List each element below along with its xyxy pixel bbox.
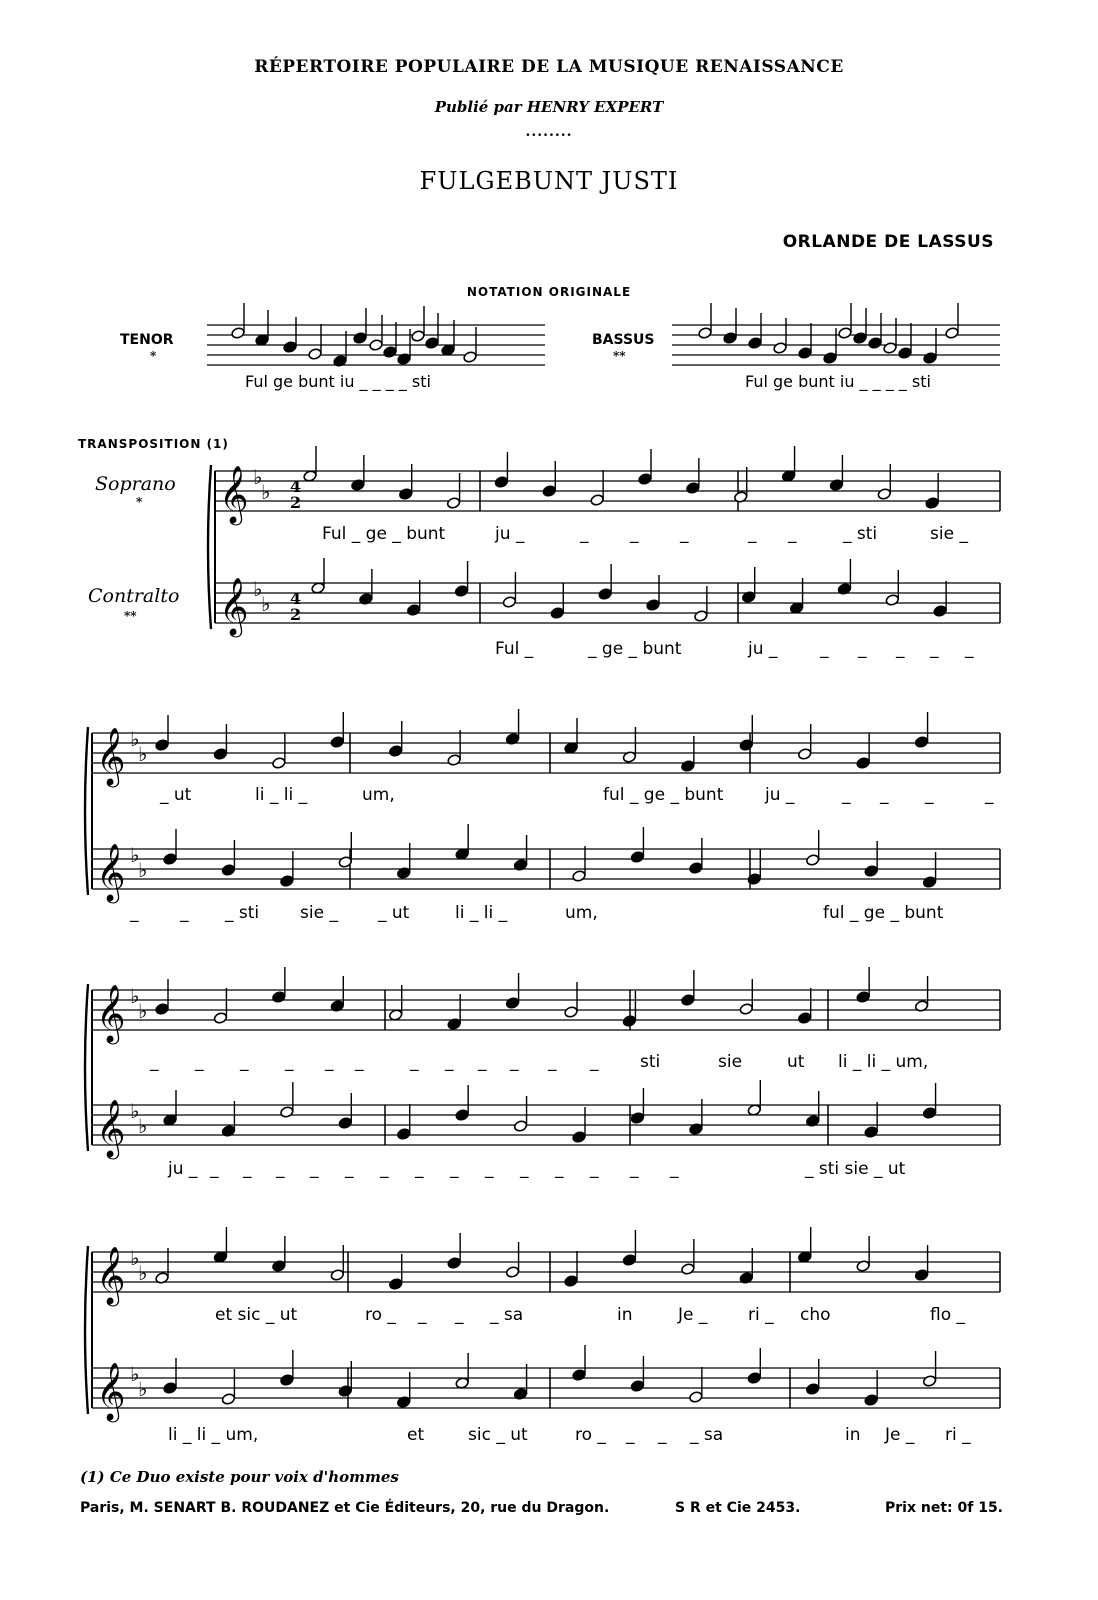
- soprano-note: [856, 757, 870, 770]
- sys4-contralto-lyric-2: et: [407, 1425, 425, 1445]
- flat-icon: ♭: [130, 843, 140, 867]
- footer-publisher: Paris, M. SENART B. ROUDANEZ et Cie Éditeurs, 20, rue du Dragon.: [80, 1500, 610, 1516]
- flat-icon: ♭: [261, 592, 271, 616]
- transposition-heading: TRANSPOSITION (1): [78, 437, 229, 451]
- bassus-mark: **: [613, 349, 626, 363]
- soprano-note: [681, 994, 695, 1007]
- contralto-note: [689, 862, 703, 875]
- bassus-original-note: [868, 337, 882, 350]
- sys4-contralto-lyric-7: _ sa: [690, 1425, 724, 1445]
- soprano-note: [389, 745, 403, 758]
- contralto-note: [221, 864, 235, 877]
- sys3-soprano-lyric-10: _: [510, 1052, 519, 1072]
- treble-clef-icon: 𝄞: [219, 465, 249, 523]
- treble-clef-icon: 𝄞: [96, 843, 126, 901]
- sys4-soprano-lyric-10: flo _: [930, 1305, 966, 1325]
- sys1-contralto-lyric-6: _: [896, 639, 905, 659]
- sys3-soprano-lyric-4: _: [285, 1052, 294, 1072]
- sys2-soprano-lyric-2: li _ li _: [255, 785, 308, 805]
- sys2-soprano-lyric-1: _ ut: [160, 785, 192, 805]
- soprano-note: [856, 991, 870, 1004]
- soprano-note: [213, 1012, 227, 1025]
- sys4-contralto-lyric-1: li _ li _ um,: [168, 1425, 259, 1445]
- tenor-original-note: [369, 339, 383, 352]
- sys1-contralto-lyric-4: _: [820, 639, 829, 659]
- soprano-note: [877, 488, 891, 501]
- soprano-note: [622, 1015, 636, 1028]
- sys1-contralto-lyric-2: _ ge _ bunt: [588, 639, 682, 659]
- contralto-note: [922, 1107, 936, 1120]
- contralto-note: [572, 1131, 586, 1144]
- sys2-soprano-lyric-9: _: [985, 785, 994, 805]
- sys4-soprano-lyric-9: cho: [800, 1305, 831, 1325]
- contralto-label: Contralto: [88, 585, 180, 607]
- soprano-note: [505, 997, 519, 1010]
- sys4-contralto-lyric-10: ri _: [945, 1425, 971, 1445]
- tenor-original-note: [411, 330, 425, 343]
- soprano-note: [739, 1003, 753, 1016]
- soprano-note: [330, 736, 344, 749]
- bassus-original-note: [748, 337, 762, 350]
- soprano-note: [622, 1254, 636, 1267]
- sys3-contralto-lyric-13: _: [590, 1159, 599, 1179]
- sys1-soprano-lyric-2: ju _: [495, 524, 525, 544]
- sys3-contralto-lyric-4: _: [276, 1159, 285, 1179]
- sys3-contralto-lyric-3: _: [243, 1159, 252, 1179]
- sys1-contralto-lyric-8: _: [965, 639, 974, 659]
- soprano-note: [399, 488, 413, 501]
- flat-icon: ♭: [130, 1246, 140, 1270]
- tenor-original-note: [353, 332, 367, 345]
- sys3-contralto-lyric-7: _: [380, 1159, 389, 1179]
- sys3-soprano-lyric-13: sti: [640, 1052, 661, 1072]
- sys1-soprano-lyric-9: sie _: [930, 524, 968, 544]
- sys1-soprano-lyric-6: _: [748, 524, 757, 544]
- sys3-soprano-lyric-8: _: [445, 1052, 454, 1072]
- contralto-note: [513, 1120, 527, 1133]
- sys3-soprano-lyric-2: _: [195, 1052, 204, 1072]
- flat-icon: ♭: [130, 727, 140, 751]
- soprano-note: [272, 757, 286, 770]
- bassus-original-note: [798, 347, 812, 360]
- sys3-contralto-lyric-15: _: [670, 1159, 679, 1179]
- contralto-note: [630, 851, 644, 864]
- contralto-note: [864, 865, 878, 878]
- sys3-contralto-lyric-1: ju _: [168, 1159, 198, 1179]
- sys4-contralto-lyric-4: ro _: [575, 1425, 606, 1445]
- sys2-soprano-lyric-8: _: [925, 785, 934, 805]
- soprano-note: [447, 754, 461, 767]
- soprano-note: [914, 1269, 928, 1282]
- treble-clef-icon: 𝄞: [96, 1099, 126, 1157]
- contralto-note: [397, 1128, 411, 1141]
- sys3-soprano-lyric-6: _: [355, 1052, 364, 1072]
- system-brace: [85, 727, 88, 895]
- sys1-contralto-lyric-1: Ful _: [495, 639, 534, 659]
- treble-clef-icon: 𝄞: [96, 1362, 126, 1420]
- contralto-note: [933, 605, 947, 618]
- sys1-soprano-lyric-4: _: [630, 524, 639, 544]
- contralto-note: [407, 604, 421, 617]
- soprano-note: [213, 748, 227, 761]
- sys3-contralto-lyric-11: _: [520, 1159, 529, 1179]
- soprano-note: [494, 476, 508, 489]
- contralto-note: [163, 1382, 177, 1395]
- tenor-original-note: [425, 337, 439, 350]
- sys2-soprano-lyric-3: um,: [362, 785, 395, 805]
- series-title: RÉPERTOIRE POPULAIRE DE LA MUSIQUE RENAISSANCE: [254, 57, 844, 77]
- bassus-original-note: [883, 342, 897, 355]
- footer-plate-number: S R et Cie 2453.: [675, 1500, 801, 1516]
- flat-icon: ♭: [138, 1377, 148, 1401]
- bassus-original-note: [923, 352, 937, 365]
- sys3-soprano-lyric-11: _: [548, 1052, 557, 1072]
- flat-icon: ♭: [253, 577, 263, 601]
- flat-icon: ♭: [138, 742, 148, 766]
- flat-icon: ♭: [130, 1362, 140, 1386]
- sys2-soprano-lyric-6: _: [842, 785, 851, 805]
- contralto-note: [885, 594, 899, 607]
- sys4-soprano-lyric-3: _: [418, 1305, 427, 1325]
- bassus-label: BASSUS: [592, 332, 655, 348]
- soprano-note: [739, 739, 753, 752]
- contralto-note: [280, 875, 294, 888]
- tenor-original-note: [383, 346, 397, 359]
- contralto-note: [689, 1391, 703, 1404]
- bassus-original-note: [945, 327, 959, 340]
- sys4-soprano-lyric-7: Je _: [678, 1305, 708, 1325]
- flat-icon: ♭: [138, 1114, 148, 1138]
- flat-icon: ♭: [130, 1099, 140, 1123]
- bassus-lyric: Ful ge bunt iu _ _ _ _ sti: [745, 372, 931, 391]
- soprano-note: [564, 1275, 578, 1288]
- soprano-note: [155, 739, 169, 752]
- treble-clef-icon: 𝄞: [219, 577, 249, 635]
- tenor-original-note: [231, 327, 245, 340]
- sys1-soprano-lyric-5: _: [680, 524, 689, 544]
- sys3-soprano-lyric-14: sie: [718, 1052, 743, 1072]
- sys4-contralto-lyric-9: Je _: [885, 1425, 915, 1445]
- sys2-contralto-lyric-2: _: [180, 903, 189, 923]
- sys3-contralto-lyric-2: _: [210, 1159, 219, 1179]
- separator-dots: ........: [525, 124, 573, 140]
- flat-icon: ♭: [138, 858, 148, 882]
- soprano-note: [505, 1266, 519, 1279]
- contralto-note: [806, 854, 820, 867]
- sys3-soprano-lyric-5: _: [325, 1052, 334, 1072]
- soprano-note: [564, 1006, 578, 1019]
- treble-clef-icon: 𝄞: [96, 984, 126, 1042]
- contralto-mark: **: [124, 609, 137, 623]
- contralto-note: [572, 1369, 586, 1382]
- soprano-label: Soprano: [95, 473, 176, 495]
- flat-icon: ♭: [138, 999, 148, 1023]
- flat-icon: ♭: [130, 984, 140, 1008]
- soprano-note: [272, 991, 286, 1004]
- bassus-original-note: [698, 327, 712, 340]
- time-signature-bottom: 2: [290, 605, 302, 624]
- soprano-note: [798, 1012, 812, 1025]
- contralto-note: [864, 1126, 878, 1139]
- contralto-note: [864, 1394, 878, 1407]
- sys3-soprano-lyric-3: _: [240, 1052, 249, 1072]
- soprano-note: [155, 1003, 169, 1016]
- contralto-note: [630, 1380, 644, 1393]
- contralto-note: [747, 1372, 761, 1385]
- contralto-note: [454, 585, 468, 598]
- time-signature-bottom: 2: [290, 493, 302, 512]
- bassus-original-note: [773, 342, 787, 355]
- sys2-contralto-lyric-4: sie _: [300, 903, 338, 923]
- contralto-note: [694, 610, 708, 623]
- sys4-soprano-lyric-1: et sic _ ut: [215, 1305, 298, 1325]
- sys3-contralto-lyric-10: _: [485, 1159, 494, 1179]
- composer-name: ORLANDE DE LASSUS: [782, 232, 994, 252]
- soprano-note: [686, 482, 700, 495]
- tenor-mark: *: [150, 349, 157, 363]
- soprano-note: [638, 473, 652, 486]
- sys2-soprano-lyric-4: ful _ ge _ bunt: [603, 785, 724, 805]
- contralto-note: [338, 1385, 352, 1398]
- sys3-contralto-lyric-8: _: [415, 1159, 424, 1179]
- piece-title: FULGEBUNT JUSTI: [419, 167, 679, 195]
- soprano-note: [925, 497, 939, 510]
- contralto-note: [922, 876, 936, 889]
- soprano-note: [590, 494, 604, 507]
- sys4-contralto-lyric-8: in: [845, 1425, 861, 1445]
- sys3-soprano-lyric-12: _: [590, 1052, 599, 1072]
- soprano-note: [447, 1257, 461, 1270]
- sys3-soprano-lyric-1: _: [150, 1052, 159, 1072]
- bassus-original-note: [723, 332, 737, 345]
- contralto-note: [280, 1374, 294, 1387]
- system-brace: [208, 465, 211, 629]
- sys4-contralto-lyric-6: _: [658, 1425, 667, 1445]
- contralto-note: [221, 1393, 235, 1406]
- sys2-contralto-lyric-7: um,: [565, 903, 598, 923]
- notation-original-heading: NOTATION ORIGINALE: [466, 285, 632, 299]
- contralto-note: [922, 1375, 936, 1388]
- time-signature-top: 4: [290, 477, 302, 496]
- tenor-original-note: [308, 348, 322, 361]
- contralto-note: [280, 1106, 294, 1119]
- soprano-note: [681, 1263, 695, 1276]
- bassus-original-note: [838, 327, 852, 340]
- time-signature-top: 4: [290, 589, 302, 608]
- sys3-soprano-lyric-15: ut: [787, 1052, 805, 1072]
- treble-clef-icon: 𝄞: [96, 727, 126, 785]
- bassus-original-note: [898, 347, 912, 360]
- sys1-soprano-lyric-8: _ sti: [843, 524, 878, 544]
- soprano-note: [542, 485, 556, 498]
- footer-price: Prix net: 0f 15.: [885, 1500, 1004, 1516]
- flat-icon: ♭: [261, 480, 271, 504]
- tenor-label: TENOR: [120, 332, 174, 348]
- sys2-contralto-lyric-3: _ sti: [225, 903, 260, 923]
- sys3-soprano-lyric-7: _: [410, 1052, 419, 1072]
- sys1-soprano-lyric-3: _: [580, 524, 589, 544]
- contralto-note: [502, 596, 516, 609]
- sys3-soprano-lyric-16: li _ li _ um,: [838, 1052, 929, 1072]
- sys2-contralto-lyric-8: ful _ ge _ bunt: [823, 903, 944, 923]
- bassus-original-note: [823, 352, 837, 365]
- sys3-contralto-lyric-16: _ sti sie _ ut: [805, 1159, 906, 1179]
- contralto-note: [630, 1112, 644, 1125]
- sys3-contralto-lyric-12: _: [555, 1159, 564, 1179]
- flat-icon: ♭: [253, 465, 263, 489]
- sys3-soprano-lyric-9: _: [478, 1052, 487, 1072]
- treble-clef-icon: 𝄞: [96, 1246, 126, 1304]
- sys4-soprano-lyric-6: in: [617, 1305, 633, 1325]
- sys2-contralto-lyric-6: li _ li _: [455, 903, 508, 923]
- sys2-contralto-lyric-1: _: [130, 903, 139, 923]
- contralto-note: [338, 1117, 352, 1130]
- contralto-note: [550, 607, 564, 620]
- soprano-note: [330, 1269, 344, 1282]
- sys1-contralto-lyric-7: _: [930, 639, 939, 659]
- sys3-contralto-lyric-6: _: [345, 1159, 354, 1179]
- footnote: (1) Ce Duo existe pour voix d'hommes: [80, 1468, 399, 1486]
- soprano-note: [681, 760, 695, 773]
- sys1-contralto-lyric-3: ju _: [748, 639, 778, 659]
- tenor-original-note: [463, 351, 477, 364]
- sys4-contralto-lyric-3: sic _ ut: [468, 1425, 528, 1445]
- sys2-contralto-lyric-5: _ ut: [378, 903, 410, 923]
- system-brace: [85, 1246, 88, 1414]
- soprano-mark: *: [136, 495, 143, 509]
- soprano-note: [446, 497, 460, 510]
- system-brace: [85, 984, 88, 1151]
- tenor-original-note: [283, 341, 297, 354]
- contralto-note: [598, 588, 612, 601]
- contralto-note: [572, 870, 586, 883]
- sys4-soprano-lyric-4: _: [455, 1305, 464, 1325]
- soprano-note: [798, 748, 812, 761]
- sys2-soprano-lyric-7: _: [880, 785, 889, 805]
- sys3-contralto-lyric-14: _: [630, 1159, 639, 1179]
- sys1-soprano-lyric-1: Ful _ ge _ bunt: [322, 524, 446, 544]
- contralto-note: [455, 1109, 469, 1122]
- contralto-note: [646, 599, 660, 612]
- contralto-note: [806, 1383, 820, 1396]
- contralto-note: [163, 853, 177, 866]
- bassus-original-note: [853, 332, 867, 345]
- sys4-contralto-lyric-5: _: [626, 1425, 635, 1445]
- sys4-soprano-lyric-8: ri _: [748, 1305, 774, 1325]
- publisher-line: Publié par HENRY EXPERT: [434, 98, 664, 116]
- sys4-soprano-lyric-5: _ sa: [490, 1305, 524, 1325]
- sys3-contralto-lyric-9: _: [450, 1159, 459, 1179]
- soprano-note: [914, 736, 928, 749]
- tenor-lyric: Ful ge bunt iu _ _ _ _ sti: [245, 372, 431, 391]
- sys1-soprano-lyric-7: _: [788, 524, 797, 544]
- soprano-note: [389, 1278, 403, 1291]
- flat-icon: ♭: [138, 1261, 148, 1285]
- sys4-soprano-lyric-2: ro _: [365, 1305, 396, 1325]
- sys3-contralto-lyric-5: _: [310, 1159, 319, 1179]
- sys1-contralto-lyric-5: _: [858, 639, 867, 659]
- sys2-soprano-lyric-5: ju _: [765, 785, 795, 805]
